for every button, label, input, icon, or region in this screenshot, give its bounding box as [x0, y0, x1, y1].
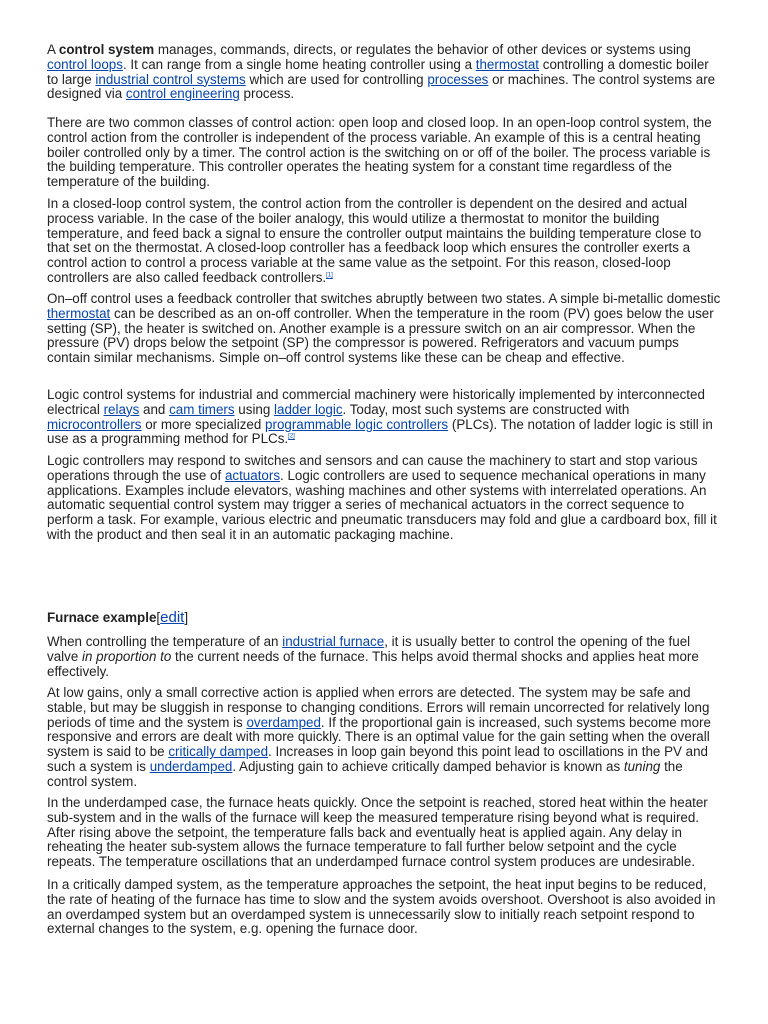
text-run: On–off control uses a feedback controller that switches abruptly between two states. A simple bi-metallic domestic [47, 291, 721, 306]
text-run: In a closed-loop control system, the control action from the controller is dependent on the desired and actual process variable. In the case of the boiler analogy, this would utilize a thermostat to monitor the building temperature, and feed back a signal to ensure the controller output maintains the building temperature close to that set on the thermostat. A closed-loop controller has a feedback loop which ensures the controller exerts a control action to control a process variable at the same value as the setpoint. For this reason, closed-loop controllers are also called feedback controllers. [47, 196, 702, 285]
text-run: A [47, 42, 59, 57]
link-relays[interactable]: relays [103, 401, 140, 417]
intro-paragraph [47, 43, 721, 102]
link-thermostat[interactable]: thermostat [47, 305, 111, 321]
text-run: . Logic controllers are used to sequence mechanical operations in many applications. Examples include elevators, washing machines and other systems with interrelated operations. An automatic sequential control system may trigger a series of mechanical actuators in the correct sequence to perform a task. For example, various electric and pneumatic transducers may fold and glue a cardboard box, fill it with the product and then seal it in an automatic packaging machine. [47, 467, 717, 542]
text-run: . Adjusting gain to achieve critically damped behavior is known as [232, 758, 624, 774]
text-run: or more specialized [141, 416, 266, 432]
gain-paragraph [47, 686, 721, 790]
logic-controllers-paragraph [47, 454, 721, 543]
link-industrial-furnace[interactable]: industrial furnace [282, 634, 385, 649]
text-run: can be described as an on-off controller. When the temperature in the room (PV) goes below the user setting (SP), the heater is switched on. Another example is a pressure switch on an air compressor. When the pressure (PV) drops below the setpoint (SP) the compressor is powered. Refrigerators and vacuum pumps contain similar mechanisms. Simple on–off control systems like these can be cheap and effective. [47, 305, 714, 366]
link-overdamped[interactable]: overdamped [246, 714, 321, 730]
text-run: manages, commands, directs, or regulates the behavior of other devices or systems using [154, 42, 691, 57]
text-run: . Today, most such systems are constructed with [342, 401, 630, 417]
text-run: or machines. The control systems are designed via [47, 71, 716, 102]
text-run: controlling a domestic boiler to large [47, 56, 709, 87]
text-run: . Increases in loop gain beyond this point lead to oscillations in the PV and such a system is [47, 744, 708, 774]
link-microcontrollers[interactable]: microcontrollers [47, 416, 142, 432]
emphasis-text: in proportion to [81, 648, 172, 664]
text-run: the current needs of the furnace. This helps avoid thermal shocks and applies heat more effectively. [47, 648, 699, 679]
link-thermostat[interactable]: thermostat [475, 56, 540, 72]
emphasis-text: tuning [623, 758, 661, 774]
text-run: which are used for controlling [245, 71, 428, 87]
text-run: Logic controllers may respond to switches and sensors and can cause the machinery to start and stop various operations through the use of [47, 453, 698, 483]
text-run: (PLCs). The notation of ladder logic is still in use as a programming method for PLCs. [47, 416, 713, 447]
edit-section-link[interactable]: edit [160, 609, 185, 626]
text-run: . If the proportional gain is increased, such systems become more responsive and errors are dealt with more quickly. There is an optimal value for the gain setting when the overall system is said to be [47, 714, 711, 760]
reference-1-link[interactable]: [1] [326, 272, 333, 279]
link-programmable-logic-controllers[interactable]: programmable logic controllers [265, 416, 449, 432]
furnace-intro-paragraph [47, 635, 721, 679]
control-action-paragraph: There are two common classes of control action: open loop and closed loop. In an open-loop control system, the control action from the controller is independent of the process variable. An example of this is a central heating boiler controlled only by a timer. The control action is the switching on or off of the boiler. The process variable is the building temperature. This controller operates the heating system for a constant time regardless of the temperature of the building. [47, 115, 712, 190]
edit-bracket-close: ] [184, 610, 189, 625]
link-control-loops[interactable]: control loops [47, 56, 123, 72]
link-actuators[interactable]: actuators [224, 467, 281, 483]
text-run: At low gains, only a small corrective action is applied when errors are detected. The system may be safe and stable, but may be sluggish in response to changing conditions. Errors will remain uncorrected for relatively long periods of time and the system is [47, 685, 710, 730]
text-run: When controlling the temperature of an [47, 634, 283, 649]
link-cam-timers[interactable]: cam timers [169, 401, 235, 417]
text-run: the control system. [47, 758, 683, 789]
link-control-engineering[interactable]: control engineering [125, 86, 240, 102]
edit-bracket-open: [ [156, 610, 161, 625]
bold-term: control system [58, 42, 155, 57]
section-heading-furnace-example [47, 611, 721, 626]
text-run: . It can range from a single home heating controller using a [122, 56, 476, 72]
reference-2-link[interactable]: [2] [288, 433, 295, 440]
underdamped-paragraph: In the underdamped case, the furnace heats quickly. Once the setpoint is reached, stored heat within the heater sub-system and in the walls of the furnace will keep the measured temperature rising beyond what is required. After rising above the setpoint, the temperature falls back and eventually heat is applied again. Any delay in reheating the heater sub-system allows the furnace temperature to fall further below setpoint and the cycle repeats. The temperature oscillations that an underdamped furnace control system produces are undesirable. [47, 795, 708, 870]
text-run: Logic control systems for industrial and commercial machinery were historically implemented by interconnected electrical [47, 387, 705, 417]
section-title: Furnace example [47, 610, 157, 625]
text-run: using [234, 401, 275, 417]
link-industrial-control-systems[interactable]: industrial control systems [95, 71, 246, 87]
logic-control-paragraph [47, 388, 721, 447]
text-run: process. [239, 86, 295, 102]
critically-damped-paragraph: In a critically damped system, as the temperature approaches the setpoint, the heat input begins to be reduced, the rate of heating of the furnace has time to slow and the system avoids overshoot. Overshoot is also avoided in an overdamped system but an overdamped system is unnecessarily slow to initially reach setpoint respond to external changes to the system, e.g. opening the furnace door. [47, 877, 716, 937]
closed-loop-paragraph [47, 197, 721, 286]
link-processes[interactable]: processes [427, 71, 489, 87]
link-underdamped[interactable]: underdamped [149, 758, 233, 774]
text-run: and [139, 401, 170, 417]
text-run: , it is usually better to control the opening of the fuel valve [47, 634, 691, 664]
link-ladder-logic[interactable]: ladder logic [274, 401, 343, 417]
link-critically-damped[interactable]: critically damped [168, 744, 269, 760]
on-off-control-paragraph [47, 292, 721, 366]
